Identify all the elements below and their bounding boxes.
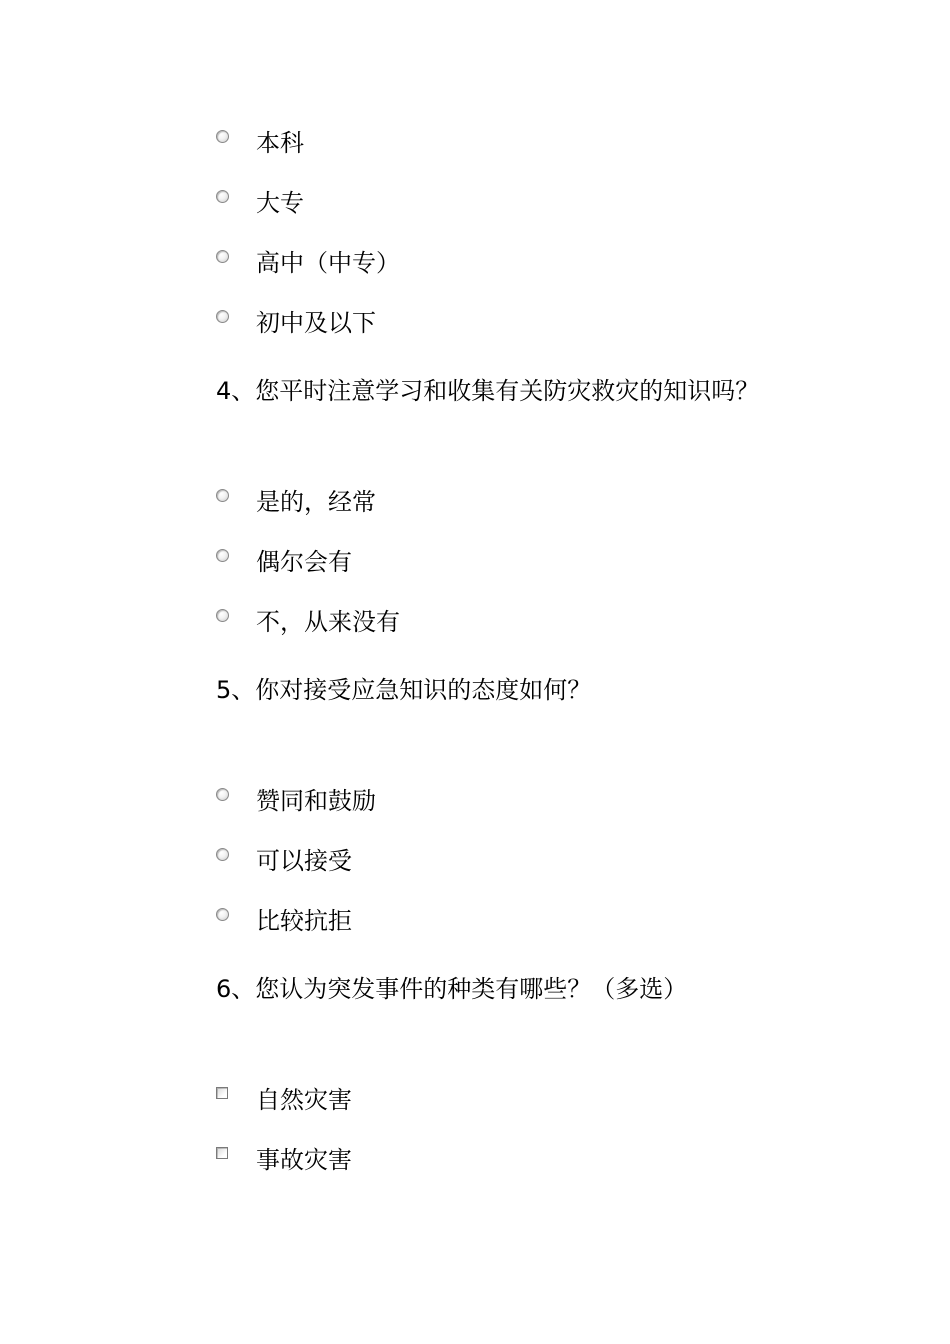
checkbox-icon[interactable]: [216, 1147, 228, 1159]
option-label: 赞同和鼓励: [256, 787, 376, 815]
option-label: 可以接受: [256, 847, 352, 875]
option-label: 本科: [256, 129, 304, 157]
option-label: 自然灾害: [256, 1086, 352, 1114]
radio-icon[interactable]: [216, 908, 229, 921]
option-label: 初中及以下: [256, 309, 376, 337]
radio-icon[interactable]: [216, 190, 229, 203]
option-label: 比较抗拒: [256, 907, 352, 935]
option-label: 偶尔会有: [256, 548, 352, 576]
radio-icon[interactable]: [216, 788, 229, 801]
radio-icon[interactable]: [216, 489, 229, 502]
option-label: 大专: [256, 189, 304, 217]
radio-icon[interactable]: [216, 130, 229, 143]
option-label: 事故灾害: [256, 1146, 352, 1174]
checkbox-icon[interactable]: [216, 1087, 228, 1099]
radio-icon[interactable]: [216, 250, 229, 263]
option-label: 是的，经常: [256, 488, 376, 516]
radio-icon[interactable]: [216, 609, 229, 622]
radio-icon[interactable]: [216, 549, 229, 562]
question-6-text: 6、您认为突发事件的种类有哪些？（多选）: [216, 975, 688, 1003]
radio-icon[interactable]: [216, 848, 229, 861]
question-5-text: 5、你对接受应急知识的态度如何？: [216, 676, 592, 704]
question-4-text: 4、您平时注意学习和收集有关防灾救灾的知识吗？: [216, 377, 760, 405]
option-label: 不，从来没有: [256, 608, 400, 636]
radio-icon[interactable]: [216, 310, 229, 323]
option-label: 高中（中专）: [256, 249, 400, 277]
